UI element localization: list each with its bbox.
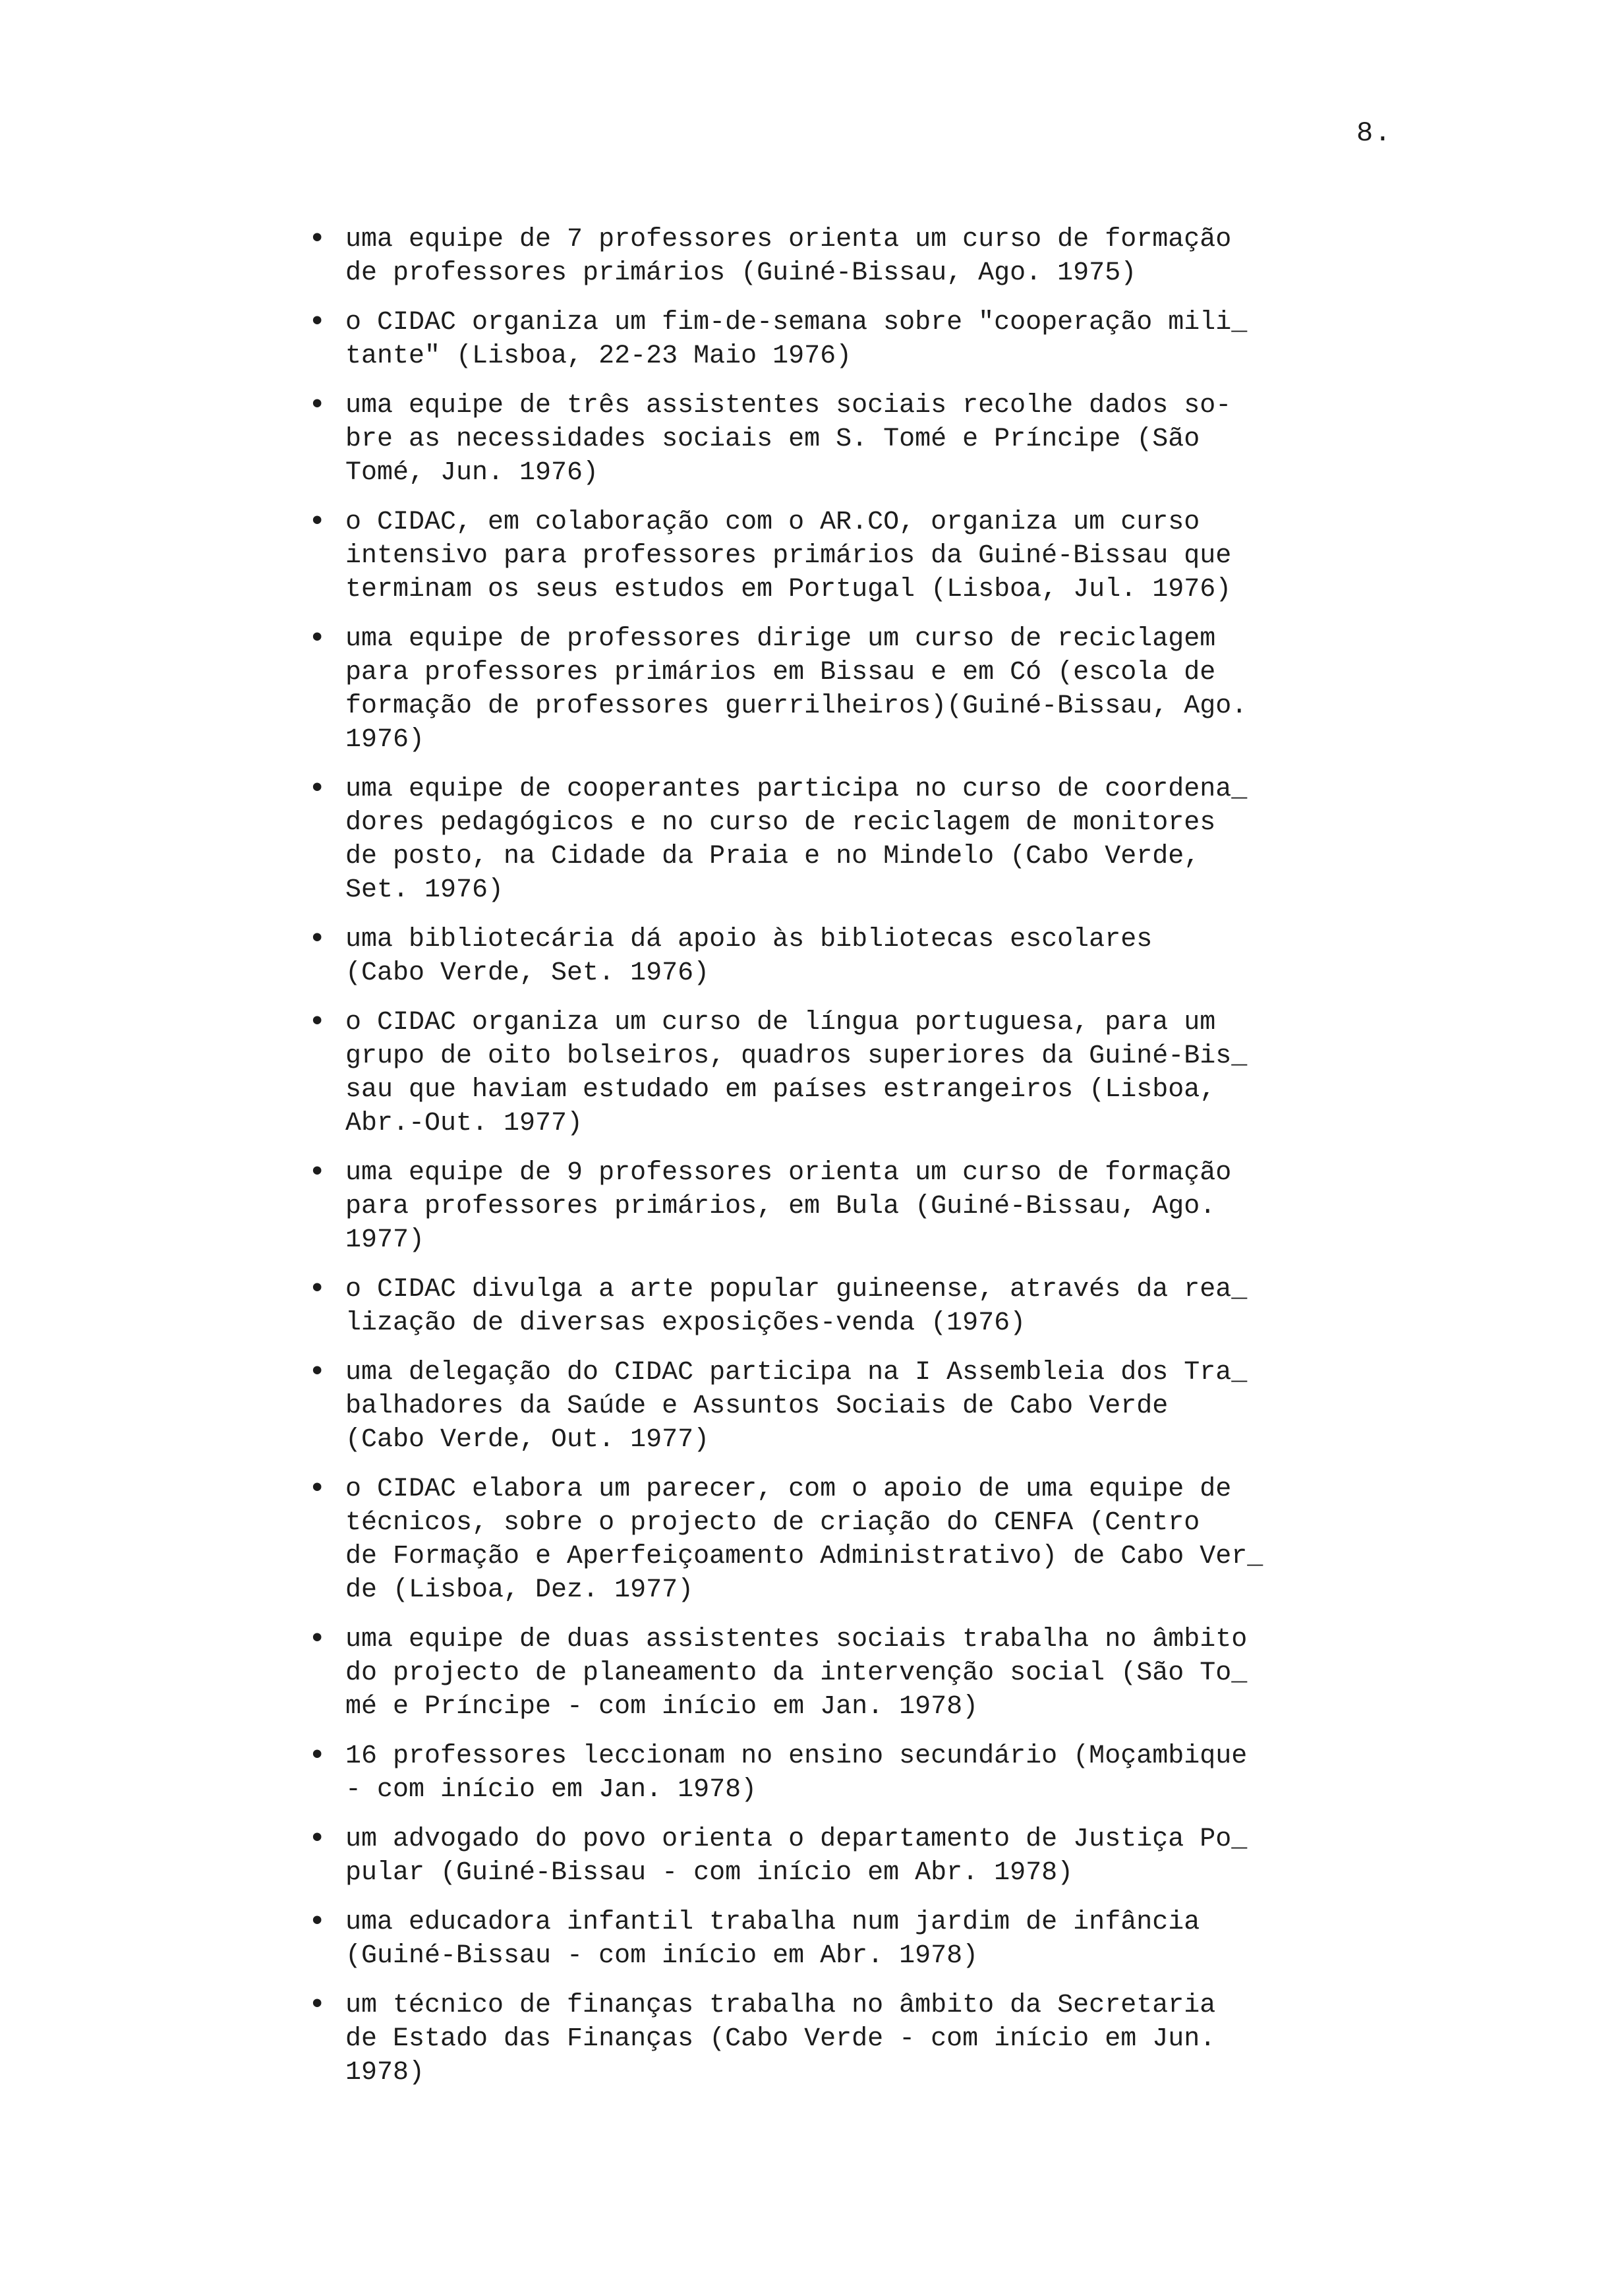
bullet-icon: • bbox=[308, 306, 326, 339]
list-item-line: 1976) bbox=[345, 725, 425, 755]
bullet-icon: • bbox=[308, 389, 326, 422]
list-item-line: (Cabo Verde, Set. 1976) bbox=[345, 958, 710, 988]
list-item-line: bre as necessidades sociais em S. Tomé e Príncipe (São bbox=[345, 424, 1200, 454]
list-item-line: lização de diversas exposições-venda (1976) bbox=[345, 1308, 1026, 1338]
list-item-line: o CIDAC organiza um curso de língua portuguesa, para um bbox=[345, 1008, 1216, 1037]
list-item-line: uma equipe de 7 professores orienta um curso de formação bbox=[345, 225, 1232, 254]
list-item-line: uma equipe de três assistentes sociais recolhe dados so- bbox=[345, 391, 1232, 421]
list-item-line: dores pedagógicos e no curso de reciclagem de monitores bbox=[345, 808, 1216, 838]
list-item-line: intensivo para professores primários da Guiné-Bissau que bbox=[345, 541, 1232, 571]
list-item-line: terminam os seus estudos em Portugal (Lisboa, Jul. 1976) bbox=[345, 575, 1232, 604]
bullet-icon: • bbox=[308, 1156, 326, 1189]
activity-list bbox=[308, 223, 1337, 2105]
list-item-line: uma equipe de 9 professores orienta um curso de formação bbox=[345, 1158, 1232, 1188]
list-item-line: técnicos, sobre o projecto de criação do CENFA (Centro bbox=[345, 1508, 1200, 1538]
list-item bbox=[308, 773, 1337, 907]
bullet-icon: • bbox=[308, 622, 326, 655]
bullet-icon: • bbox=[308, 1273, 326, 1306]
list-item-line: de posto, na Cidade da Praia e no Mindelo (Cabo Verde, bbox=[345, 842, 1200, 871]
bullet-icon: • bbox=[308, 1356, 326, 1389]
list-item-line: uma bibliotecária dá apoio às bibliotecas escolares bbox=[345, 925, 1153, 954]
list-item-line: 1978) bbox=[345, 2058, 425, 2088]
bullet-icon: • bbox=[308, 923, 326, 956]
list-item bbox=[308, 1356, 1337, 1457]
list-item bbox=[308, 1623, 1337, 1724]
bullet-icon: • bbox=[308, 1006, 326, 1039]
list-item-line: 16 professores leccionam no ensino secundário (Moçambique bbox=[345, 1741, 1248, 1771]
bullet-icon: • bbox=[308, 1623, 326, 1656]
list-item-line: Set. 1976) bbox=[345, 875, 504, 905]
list-item-line: o CIDAC organiza um fim-de-semana sobre "cooperação mili_ bbox=[345, 308, 1248, 337]
list-item-line: (Cabo Verde, Out. 1977) bbox=[345, 1425, 710, 1455]
bullet-icon: • bbox=[308, 1823, 326, 1855]
list-item bbox=[308, 1273, 1337, 1340]
page-number: 8. bbox=[1356, 117, 1393, 149]
list-item-line: balhadores da Saúde e Assuntos Sociais de Cabo Verde bbox=[345, 1391, 1169, 1421]
list-item-line: pular (Guiné-Bissau - com início em Abr. 1978) bbox=[345, 1858, 1074, 1888]
list-item-line: para professores primários em Bissau e em Có (escola de bbox=[345, 658, 1216, 687]
list-item bbox=[308, 1156, 1337, 1257]
bullet-icon: • bbox=[308, 223, 326, 256]
bullet-icon: • bbox=[308, 1906, 326, 1939]
list-item-line: de professores primários (Guiné-Bissau, Ago. 1975) bbox=[345, 258, 1137, 288]
list-item-line: uma equipe de cooperantes participa no curso de coordena_ bbox=[345, 774, 1248, 804]
bullet-icon: • bbox=[308, 773, 326, 805]
list-item-line: uma equipe de professores dirige um curso de reciclagem bbox=[345, 624, 1216, 654]
list-item-line: o CIDAC elabora um parecer, com o apoio de uma equipe de bbox=[345, 1475, 1232, 1504]
list-item bbox=[308, 1906, 1337, 1973]
bullet-icon: • bbox=[308, 1739, 326, 1772]
list-item bbox=[308, 506, 1337, 606]
list-item-line: do projecto de planeamento da intervenção social (São To_ bbox=[345, 1658, 1248, 1688]
bullet-icon: • bbox=[308, 1989, 326, 2022]
list-item-line: um advogado do povo orienta o departamento de Justiça Po_ bbox=[345, 1825, 1248, 1854]
list-item-line: de (Lisboa, Dez. 1977) bbox=[345, 1575, 694, 1605]
list-item-line: uma educadora infantil trabalha num jardim de infância bbox=[345, 1908, 1200, 1937]
list-item bbox=[308, 389, 1337, 490]
list-item bbox=[308, 1473, 1337, 1607]
list-item bbox=[308, 923, 1337, 990]
list-item bbox=[308, 1823, 1337, 1890]
list-item-line: (Guiné-Bissau - com início em Abr. 1978) bbox=[345, 1941, 979, 1971]
list-item-line: grupo de oito bolseiros, quadros superiores da Guiné-Bis_ bbox=[345, 1041, 1248, 1071]
list-item bbox=[308, 1006, 1337, 1140]
list-item-line: uma equipe de duas assistentes sociais trabalha no âmbito bbox=[345, 1625, 1248, 1654]
list-item-line: formação de professores guerrilheiros)(Guiné-Bissau, Ago. bbox=[345, 691, 1248, 721]
list-item bbox=[308, 1739, 1337, 1807]
list-item bbox=[308, 622, 1337, 757]
list-item-line: tante" (Lisboa, 22-23 Maio 1976) bbox=[345, 341, 852, 371]
list-item-line: de Estado das Finanças (Cabo Verde - com início em Jun. bbox=[345, 2024, 1216, 2054]
list-item bbox=[308, 1989, 1337, 2089]
list-item bbox=[308, 306, 1337, 373]
list-item-line: 1977) bbox=[345, 1225, 425, 1255]
list-item-line: Abr.-Out. 1977) bbox=[345, 1109, 583, 1138]
list-item-line: - com início em Jan. 1978) bbox=[345, 1775, 757, 1805]
bullet-icon: • bbox=[308, 1473, 326, 1505]
list-item-line: o CIDAC divulga a arte popular guineense, através da rea_ bbox=[345, 1275, 1248, 1304]
list-item bbox=[308, 223, 1337, 290]
list-item-line: Tomé, Jun. 1976) bbox=[345, 458, 599, 488]
list-item-line: o CIDAC, em colaboração com o AR.CO, organiza um curso bbox=[345, 508, 1200, 537]
list-item-line: de Formação e Aperfeiçoamento Administrativo) de Cabo Ver_ bbox=[345, 1542, 1263, 1571]
list-item-line: uma delegação do CIDAC participa na I Assembleia dos Tra_ bbox=[345, 1358, 1248, 1387]
list-item-line: um técnico de finanças trabalha no âmbito da Secretaria bbox=[345, 1991, 1216, 2020]
list-item-line: para professores primários, em Bula (Guiné-Bissau, Ago. bbox=[345, 1192, 1216, 1221]
bullet-icon: • bbox=[308, 506, 326, 539]
list-item-line: mé e Príncipe - com início em Jan. 1978) bbox=[345, 1692, 979, 1722]
list-item-line: sau que haviam estudado em países estrangeiros (Lisboa, bbox=[345, 1075, 1216, 1105]
